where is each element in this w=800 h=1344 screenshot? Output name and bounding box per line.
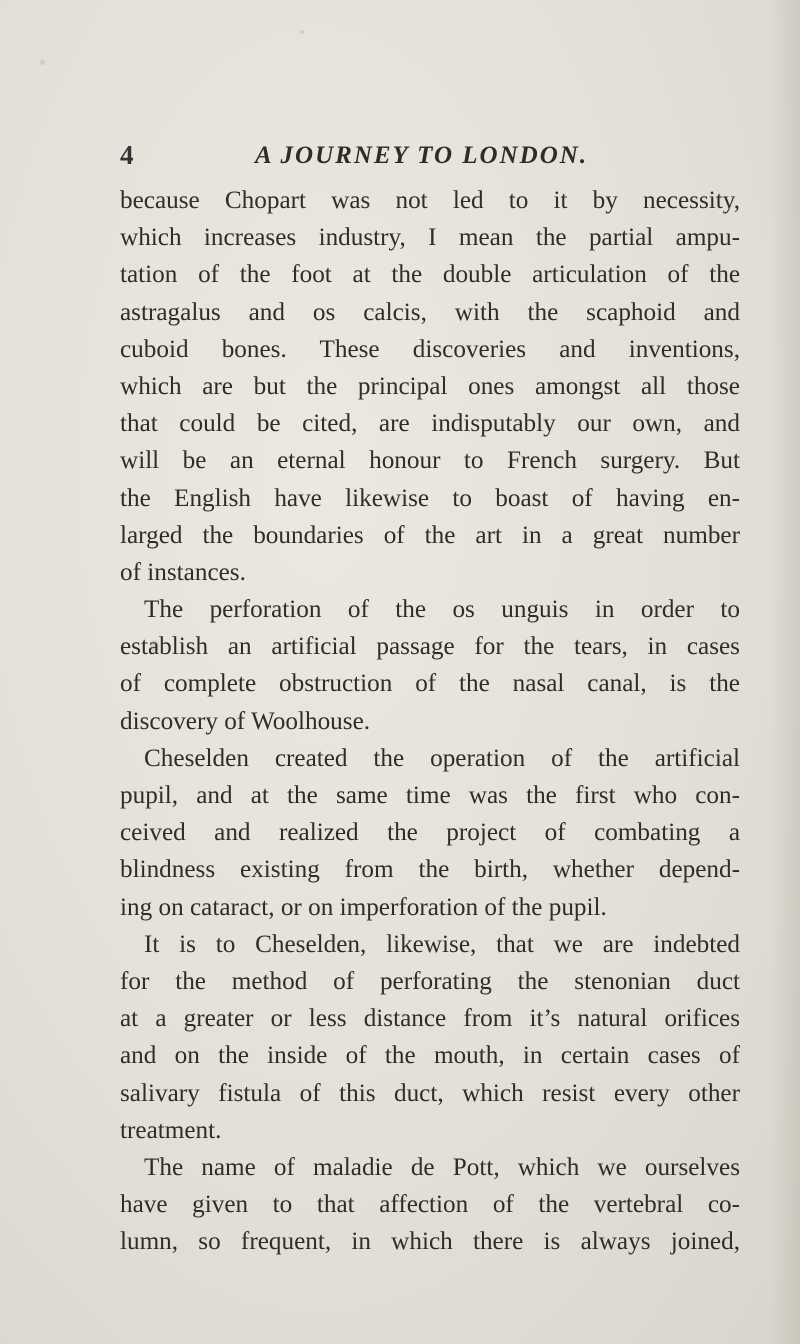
text-line: the English have likewise to boast of having en- [120, 484, 740, 512]
text-line: larged the boundaries of the art in a great number [120, 521, 740, 549]
page-edge-shadow [770, 0, 800, 1344]
text-line: The perforation of the os unguis in order to [144, 596, 740, 624]
paper-speck [40, 60, 45, 65]
text-line: lumn, so frequent, in which there is always joined, [120, 1228, 740, 1256]
text-line: astragalus and os calcis, with the scaphoid and [120, 298, 740, 326]
text-line: discovery of Woolhouse. [120, 707, 371, 735]
text-line: which increases industry, I mean the partial ampu- [120, 224, 740, 252]
text-line: blindness existing from the birth, whether depend- [120, 856, 740, 884]
text-line: It is to Cheselden, likewise, that we are indebted [144, 930, 740, 958]
text-line: will be an eternal honour to French surgery. But [120, 447, 740, 475]
text-line: The name of maladie de Pott, which we ourselves [144, 1153, 740, 1181]
page-header [120, 140, 740, 180]
text-line: and on the inside of the mouth, in certain cases of [120, 1042, 740, 1070]
text-line: tation of the foot at the double articulation of the [120, 261, 740, 289]
text-line: which are but the principal ones amongst all those [120, 372, 740, 400]
running-head: A JOURNEY TO LONDON. [255, 142, 589, 169]
text-line: ing on cataract, or on imperforation of the pupil. [120, 893, 607, 921]
text-line: of complete obstruction of the nasal canal, is the [120, 670, 740, 698]
text-line: ceived and realized the project of combating a [120, 819, 740, 847]
text-line: because Chopart was not led to it by necessity, [120, 187, 740, 214]
text-line: that could be cited, are indisputably our own, and [120, 410, 740, 438]
text-line: for the method of perforating the stenonian duct [120, 967, 740, 995]
paper-speck [300, 30, 304, 34]
text-line: cuboid bones. These discoveries and inventions, [120, 335, 740, 363]
text-line: at a greater or less distance from it’s natural orifices [120, 1005, 740, 1033]
text-line: have given to that affection of the vertebral co- [120, 1191, 740, 1219]
text-line: establish an artificial passage for the tears, in cases [120, 633, 740, 661]
page-number: 4 [120, 140, 134, 170]
text-line: Cheselden created the operation of the artificial [144, 744, 740, 772]
text-line: of instances. [120, 558, 246, 586]
text-line: salivary fistula of this duct, which resist every other [120, 1079, 740, 1107]
text-line: pupil, and at the same time was the first who con- [120, 782, 740, 809]
body-text [120, 182, 740, 1260]
text-line: treatment. [120, 1116, 222, 1144]
